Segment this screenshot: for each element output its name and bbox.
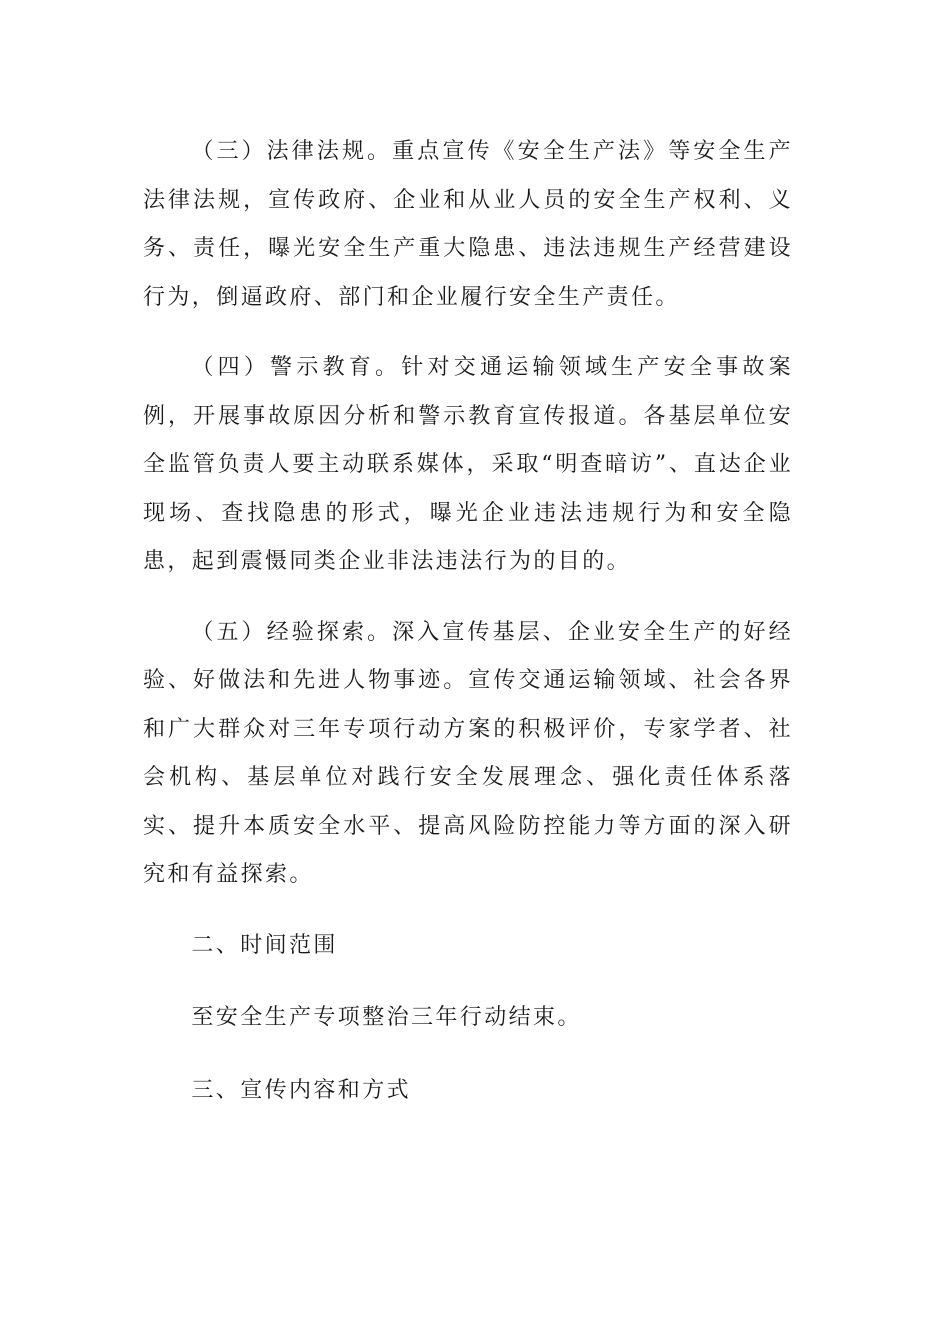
- section-heading-content-and-methods: 三、宣传内容和方式: [191, 1077, 411, 1103]
- paragraph-laws-regulations: （三）法律法规。重点宣传《安全生产法》等安全生产法律法规，宣传政府、企业和从业人员的安全生产权利、义务、责任，曝光安全生产重大隐患、违法违规生产经营建设行为，倒逼政府、部门和企业履行安全生产责任。: [143, 139, 793, 310]
- section-heading-time-range: 二、时间范围: [191, 932, 338, 958]
- document-body: [143, 128, 793, 1139]
- paragraph-warning-education: （四）警示教育。针对交通运输领域生产安全事故案例，开展事故原因分析和警示教育宣传报道。各基层单位安全监管负责人要主动联系媒体，采取“明查暗访”、直达企业现场、查找隐患的形式，曝光企业违法违规行为和安全隐患，起到震慑同类企业非法违法行为的目的。: [143, 355, 793, 574]
- paragraph-experience-exploration: （五）经验探索。深入宣传基层、企业安全生产的好经验、好做法和先进人物事迹。宣传交通运输领域、社会各界和广大群众对三年专项行动方案的积极评价，专家学者、社会机构、基层单位对践行安全发展理念、强化责任体系落实、提升本质安全水平、提高风险防控能力等方面的深入研究和有益探索。: [143, 619, 793, 887]
- paragraph-time-range: 至安全生产专项整治三年行动结束。: [191, 1005, 582, 1030]
